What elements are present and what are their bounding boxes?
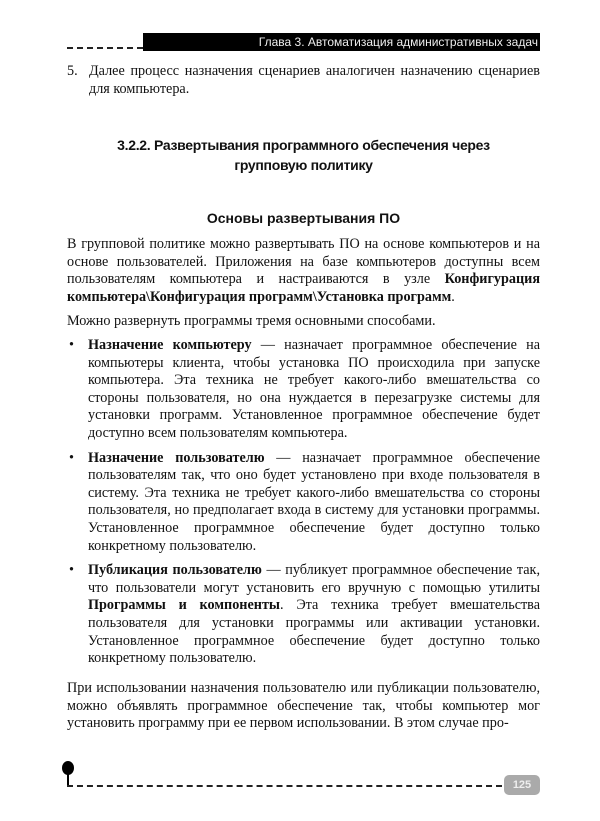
desc: — назначает программное обеспечение пользователям так, что оно будет установлено при входе пользователя в систему. Эта техника не требует какого-либо вмешательства со стороны пользователя, но предполагает входа в систему для установки программы. Установленное программное обеспечение будет доступно только конкретному пользователю. <box>88 449 540 554</box>
item-text: Далее процесс назначения сценариев аналогичен назначению сценариев для компьютера. <box>89 63 540 97</box>
chapter-header: Глава 3. Автоматизация административных задач <box>143 33 540 51</box>
term: Назначение компьютеру <box>88 337 252 353</box>
paragraph-1 <box>67 236 540 306</box>
desc: — публикует программное обеспечение так, что пользователи могут установить его вручную с помощью утилиты <box>88 562 540 596</box>
para-end: . <box>451 288 455 305</box>
page-number: 125 <box>504 775 540 795</box>
para-path: Конфигурация компьютера\Конфигурация программ\Установка программ <box>67 271 540 305</box>
desc: — назначает программное обеспечение на компьютеры клиента, чтобы установка ПО происходила при запуске компьютера. Эта техника не требует какого-либо вмешательства со стороны пользователя, но она нуждается в перезагрузке системы для установки программ. Установленное программное обеспечение будет доступно всем пользователям компьютера. <box>88 337 540 441</box>
list-item: • Публикация пользователю — публикует программное обеспечение так, что пользователи могут установить его вручную с помощью утилиты Программы и компоненты. Эта техника требует вмешательства пользователя для установки программы или активации установки. Установленное программное обеспечение будет доступно только конкретному пользователю. <box>69 562 540 667</box>
term: Публикация пользователю <box>88 562 262 579</box>
list-item-5 <box>67 63 540 98</box>
item-number: 5. <box>67 63 78 79</box>
term: Назначение пользователю <box>88 449 265 466</box>
subsection-title: Основы развертывания ПО <box>206 210 401 226</box>
list-item: • Назначение компьютеру — назначает программное обеспечение на компьютеры клиента, чтобы установка ПО происходила при запуске компьютера. Эта техника не требует какого-либо вмешательства со стороны пользователя, но она нуждается в перезагрузке системы для установки программ. Установленное программное обеспечение будет доступно всем пользователям компьютера. <box>69 337 540 441</box>
paragraph-2: Можно развернуть программы тремя основными способами. <box>67 313 436 329</box>
paragraph-3: При использовании назначения пользователю или публикации пользователю, можно объявлять программное обеспечение так, чтобы компьютер мог установить программу при ее первом использовании. В этом случае про- <box>67 680 540 732</box>
para-text: В групповой политике можно развертывать ПО на основе компьютеров и на основе пользователей. Приложения на базе компьютеров доступны всем пользователям компьютера и настраиваются в узле <box>67 236 540 288</box>
desc: . Эта техника требует вмешательства пользователя для установки программы или активации установки. Установленное программное обеспечение будет доступно только конкретному пользователю. <box>88 597 540 667</box>
section-title: 3.2.2. Развертывания программного обеспечения через групповую политику <box>117 137 490 173</box>
footer-divider <box>67 785 502 787</box>
utility-name: Программы и компоненты <box>88 597 280 614</box>
header-divider <box>67 47 143 49</box>
bullet-list <box>67 337 540 675</box>
list-item: • Назначение пользователю — назначает программное обеспечение пользователям так, что оно будет установлено при входе пользователя в систему. Эта техника не требует какого-либо вмешательства со стороны пользователя, но предполагает входа в систему для установки программы. Установленное программное обеспечение будет доступно только конкретному пользователю. <box>69 449 540 554</box>
pin-stem <box>67 773 69 785</box>
